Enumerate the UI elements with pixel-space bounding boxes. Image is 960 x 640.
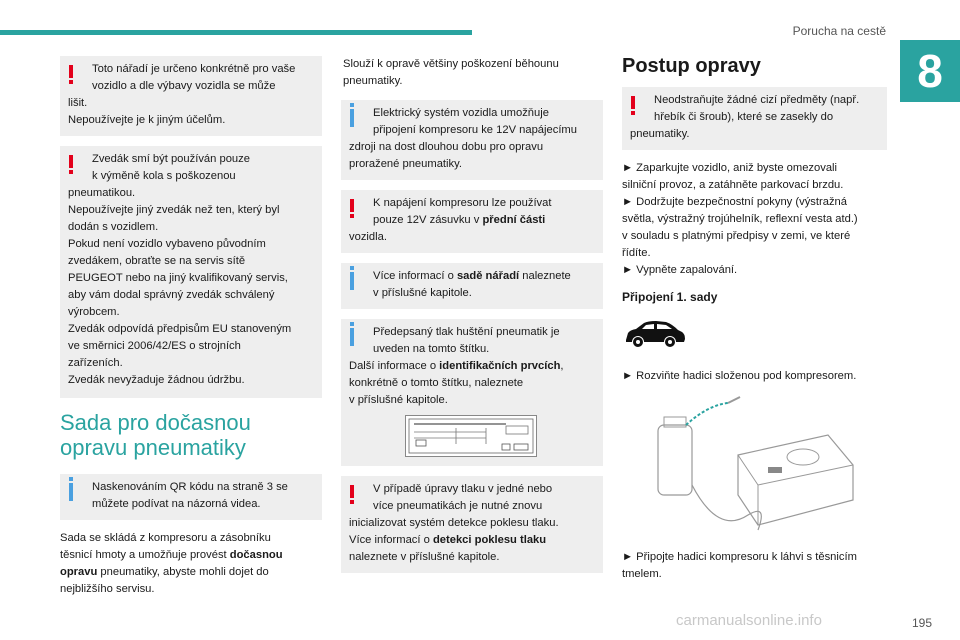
section-title: [60, 410, 322, 460]
paragraph: [343, 56, 603, 90]
text-line: Další informace o: [349, 360, 437, 372]
text-line: inicializovat systém detekce poklesu tlaku.: [349, 517, 559, 529]
header-accent-bar: [0, 30, 472, 35]
text-line: můžete podívat na názorná videa.: [92, 498, 261, 510]
column-middle: [341, 56, 603, 583]
text-line: hřebík či šroub), které se zasekly do: [654, 111, 834, 123]
text-line: v příslušné kapitole.: [349, 394, 448, 406]
step-line: silniční provoz, a zatáhněte parkovací brzdu.: [622, 179, 844, 191]
step-line: ► Zaparkujte vozidlo, aniž byste omezovali: [622, 162, 838, 174]
column-right: [622, 56, 887, 583]
text-line: V případě úpravy tlaku v jedné nebo: [373, 483, 553, 495]
step-line: ► Vypněte zapalování.: [622, 264, 738, 276]
text-line: Nepoužívejte je k jiným účelům.: [68, 114, 226, 126]
text-line: zdroji na dost dlouhou dobu pro opravu: [349, 141, 544, 153]
text-line: K napájení kompresoru lze používat: [373, 197, 552, 209]
step-line: ► Rozviňte hadici složenou pod kompresorem.: [622, 370, 857, 382]
text-line: Předepsaný tlak huštění pneumatik je: [373, 326, 560, 338]
text-line: ,: [560, 360, 564, 372]
warning-icon: [69, 155, 73, 168]
text-line: Nepoužívejte jiný zvedák než ten, který byl: [68, 204, 280, 216]
text-line: výrobcem.: [68, 306, 120, 318]
warning-box: [341, 476, 603, 573]
chapter-number: 8: [900, 40, 960, 102]
info-icon: [69, 483, 73, 501]
info-icon: [350, 328, 354, 346]
text-line: Zvedák smí být používán pouze: [92, 153, 250, 165]
text-line: Více informací o: [373, 270, 454, 282]
paragraph: [60, 530, 322, 598]
text-line: k výměně kola s poškozenou: [92, 170, 236, 182]
text-line: Více informací o: [349, 534, 430, 546]
compressor-illustration: [648, 395, 887, 541]
watermark: carmanualsonline.info: [676, 612, 822, 629]
warning-box: [60, 56, 322, 136]
text-line: naleznete: [522, 270, 571, 282]
step-line: ► Dodržujte bezpečnostní pokyny (výstražná: [622, 196, 847, 208]
text-line: tmelem.: [622, 568, 662, 580]
text-line: naleznete v příslušné kapitole.: [349, 551, 500, 563]
warning-box: [60, 146, 322, 398]
text-line: vozidla.: [349, 231, 387, 243]
info-box: [341, 319, 603, 466]
text-line: pneumatiky.: [343, 75, 403, 87]
text-line: Pokud není vozidlo vybaveno původním: [68, 238, 266, 250]
warning-box: [622, 87, 887, 150]
text-line: Zvedák odpovídá předpisům EU stanoveným: [68, 323, 292, 335]
warning-icon: [69, 65, 73, 78]
bold-term: dočasnou: [229, 549, 283, 561]
bold-term: detekci poklesu tlaku: [432, 534, 547, 546]
car-icon: [622, 318, 887, 358]
text-line: Elektrický systém vozidla umožňuje: [373, 107, 549, 119]
steps-list: [622, 160, 887, 279]
step-line: [622, 549, 887, 583]
info-box: [60, 474, 322, 520]
info-box: [341, 263, 603, 309]
warning-icon: [350, 485, 354, 498]
text-line: připojení kompresoru ke 12V napájecímu: [373, 124, 577, 136]
text-line: Naskenováním QR kódu na straně 3 se: [92, 481, 288, 493]
text-line: konkrétně o tomto štítku, naleznete: [349, 377, 524, 389]
tyre-pressure-label-image: [405, 415, 537, 457]
text-line: v příslušné kapitole.: [373, 287, 472, 299]
text-line: PEUGEOT nebo na jiný kvalifikovaný servis,: [68, 272, 288, 284]
text-line: nejbližšího servisu.: [60, 583, 155, 595]
info-box: [341, 100, 603, 180]
text-line: lišit.: [68, 97, 88, 109]
info-icon: [350, 272, 354, 290]
bold-term: identifikačních prvcích: [439, 360, 561, 372]
text-line: uveden na tomto štítku.: [373, 343, 490, 355]
info-icon: [350, 109, 354, 127]
bold-term: opravu: [60, 566, 98, 578]
text-line: pneumatiky, abyste mohli dojet do: [100, 566, 269, 578]
text-line: zvedákem, obraťte se na servis sítě: [68, 255, 246, 267]
column-left: [60, 56, 322, 608]
text-line: Neodstraňujte žádné cizí předměty (např.: [654, 94, 860, 106]
text-line: ► Připojte hadici kompresoru k láhvi s těsnicím: [622, 551, 857, 563]
subheading: Připojení 1. sady: [622, 290, 718, 304]
text-line: Toto nářadí je určeno konkrétně pro vaše: [92, 63, 296, 75]
text-line: pneumatikou.: [68, 187, 136, 199]
text-line: pouze 12V zásuvku v: [373, 214, 480, 226]
text-line: vozidlo a dle výbavy vozidla se může: [92, 80, 276, 92]
warning-box: [341, 190, 603, 253]
text-line: Zvedák nevyžaduje žádnou údržbu.: [68, 374, 245, 386]
section-title-line: Sada pro dočasnou: [60, 410, 251, 435]
text-line: více pneumatikách je nutné znovu: [373, 500, 543, 512]
section-title-line: opravu pneumatiky: [60, 435, 246, 460]
text-line: Sada se skládá z kompresoru a zásobníku: [60, 532, 271, 544]
bold-term: přední části: [482, 214, 546, 226]
step-line: řídíte.: [622, 247, 651, 259]
page-number: 195: [911, 616, 932, 630]
step-line: světla, výstražný trojúhelník, reflexní vesta atd.): [622, 213, 858, 225]
warning-icon: [350, 199, 354, 212]
text-line: aby vám dodal správný zvedák schválený: [68, 289, 275, 301]
text-line: zařízeních.: [68, 357, 123, 369]
text-line: proražené pneumatiky.: [349, 158, 462, 170]
text-line: těsnicí hmoty a umožňuje provést: [60, 549, 227, 561]
text-line: dodán s vozidlem.: [68, 221, 159, 233]
text-line: Slouží k opravě většiny poškození běhounu: [343, 58, 559, 70]
text-line: ve směrnici 2006/42/ES o strojních: [68, 340, 241, 352]
text-line: pneumatiky.: [630, 128, 690, 140]
warning-icon: [631, 96, 635, 109]
step-line: v souladu s platnými předpisy v zemi, ve které: [622, 230, 851, 242]
bold-term: sadě nářadí: [456, 270, 520, 282]
section-heading: Postup opravy: [622, 55, 761, 77]
page-header-title: Porucha na cestě: [792, 24, 886, 38]
